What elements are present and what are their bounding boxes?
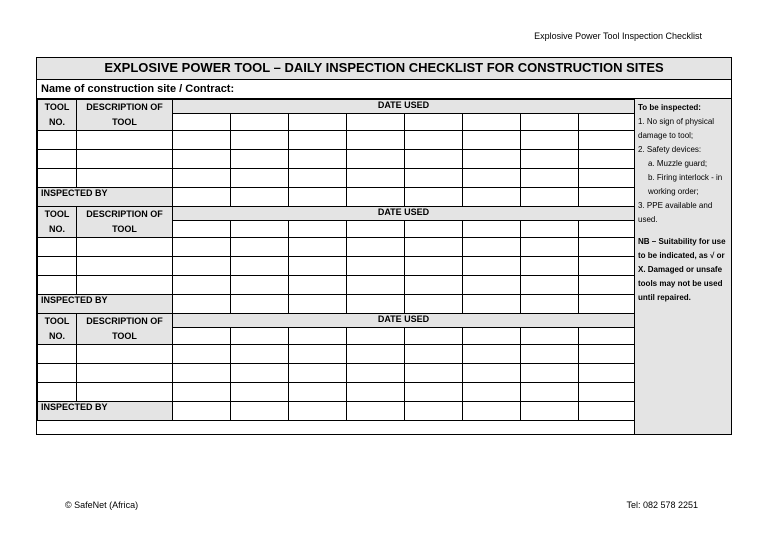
date-cell[interactable] [347,114,405,131]
inspector-signature-cell[interactable] [405,188,463,207]
check-cell[interactable] [463,169,521,188]
check-cell[interactable] [231,383,289,402]
date-cell[interactable] [289,221,347,238]
check-cell[interactable] [289,257,347,276]
check-cell[interactable] [173,131,231,150]
check-cell[interactable] [463,383,521,402]
description-header: DESCRIPTION OF TOOL [77,314,173,345]
date-cell[interactable] [521,221,579,238]
table-row [38,257,635,276]
check-cell[interactable] [231,257,289,276]
table-row [38,276,635,295]
check-cell[interactable] [521,238,579,257]
inspection-grid [37,99,635,421]
check-cell[interactable] [173,257,231,276]
check-cell[interactable] [347,345,405,364]
check-cell[interactable] [579,345,635,364]
description-cell[interactable] [77,150,173,169]
inspector-signature-cell[interactable] [463,188,521,207]
inspector-signature-cell[interactable] [579,295,635,314]
check-cell[interactable] [405,238,463,257]
inspector-signature-cell[interactable] [347,295,405,314]
check-cell[interactable] [579,257,635,276]
inspector-signature-cell[interactable] [521,295,579,314]
check-cell[interactable] [347,383,405,402]
date-cell[interactable] [173,114,231,131]
check-cell[interactable] [173,345,231,364]
tool-no-cell[interactable] [38,276,77,295]
inspected-by-label: INSPECTED BY [38,402,173,421]
inspected-by-label: INSPECTED BY [38,295,173,314]
check-cell[interactable] [173,276,231,295]
check-cell[interactable] [521,131,579,150]
check-cell[interactable] [347,238,405,257]
note-item-3: 3. PPE available and used. [638,201,713,224]
check-cell[interactable] [231,364,289,383]
tool-no-cell[interactable] [38,257,77,276]
check-cell[interactable] [463,131,521,150]
check-cell[interactable] [289,150,347,169]
check-cell[interactable] [579,169,635,188]
check-cell[interactable] [231,131,289,150]
check-cell[interactable] [579,131,635,150]
note-item-1: 1. No sign of physical damage to tool; [638,117,715,140]
check-cell[interactable] [579,150,635,169]
check-cell[interactable] [521,364,579,383]
date-used-header: DATE USED [173,314,635,328]
inspection-sheet [36,57,732,435]
check-cell[interactable] [405,169,463,188]
checklist-title: EXPLOSIVE POWER TOOL – DAILY INSPECTION CHECKLIST FOR CONSTRUCTION SITES [37,58,731,80]
inspector-signature-cell[interactable] [405,295,463,314]
inspector-signature-cell[interactable] [405,402,463,421]
date-cell[interactable] [405,114,463,131]
check-cell[interactable] [289,383,347,402]
date-cell[interactable] [231,114,289,131]
nb-note: NB – Suitability for use to be indicated, as √ or X. Damaged or unsafe tools may not be used until repaired. [638,237,726,302]
check-cell[interactable] [579,364,635,383]
inspector-signature-cell[interactable] [173,188,231,207]
inspector-signature-cell[interactable] [289,402,347,421]
inspector-signature-cell[interactable] [231,295,289,314]
check-cell[interactable] [521,150,579,169]
tool-no-header: TOOL NO. [38,207,77,238]
check-cell[interactable] [463,364,521,383]
date-cell[interactable] [579,114,635,131]
inspector-signature-cell[interactable] [289,295,347,314]
check-cell[interactable] [231,150,289,169]
tool-no-cell[interactable] [38,345,77,364]
inspection-notes-panel [634,99,731,434]
date-cell[interactable] [289,328,347,345]
check-cell[interactable] [173,364,231,383]
date-used-header: DATE USED [173,100,635,114]
check-cell[interactable] [521,345,579,364]
check-cell[interactable] [289,345,347,364]
table-row [38,169,635,188]
check-cell[interactable] [347,364,405,383]
tool-no-cell[interactable] [38,238,77,257]
date-cell[interactable] [231,328,289,345]
date-cell[interactable] [463,114,521,131]
tool-no-header: TOOL NO. [38,314,77,345]
notes-heading: To be inspected: [638,103,701,112]
date-cell[interactable] [173,221,231,238]
inspector-signature-cell[interactable] [463,402,521,421]
date-cell[interactable] [173,328,231,345]
date-cell[interactable] [521,328,579,345]
inspector-signature-cell[interactable] [463,295,521,314]
check-cell[interactable] [173,238,231,257]
note-item-2: 2. Safety devices: [638,145,702,154]
date-cell[interactable] [463,221,521,238]
check-cell[interactable] [463,150,521,169]
check-cell[interactable] [231,276,289,295]
description-cell[interactable] [77,276,173,295]
inspector-signature-cell[interactable] [289,188,347,207]
check-cell[interactable] [347,131,405,150]
inspector-signature-cell[interactable] [347,402,405,421]
inspector-signature-cell[interactable] [579,188,635,207]
check-cell[interactable] [347,150,405,169]
check-cell[interactable] [405,383,463,402]
check-cell[interactable] [347,257,405,276]
inspector-signature-cell[interactable] [521,188,579,207]
inspector-signature-cell[interactable] [579,402,635,421]
date-cell[interactable] [579,221,635,238]
table-row [38,238,635,257]
table-row [38,383,635,402]
note-item-2b: b. Firing interlock - in working order; [648,173,723,196]
check-cell[interactable] [521,169,579,188]
inspector-signature-cell[interactable] [173,295,231,314]
check-cell[interactable] [347,169,405,188]
check-cell[interactable] [521,276,579,295]
check-cell[interactable] [521,383,579,402]
check-cell[interactable] [289,169,347,188]
description-cell[interactable] [77,131,173,150]
inspected-by-label: INSPECTED BY [38,188,173,207]
check-cell[interactable] [579,276,635,295]
date-cell[interactable] [231,221,289,238]
tool-no-cell[interactable] [38,383,77,402]
check-cell[interactable] [231,169,289,188]
check-cell[interactable] [347,276,405,295]
date-cell[interactable] [347,221,405,238]
check-cell[interactable] [405,131,463,150]
description-cell[interactable] [77,169,173,188]
check-cell[interactable] [231,238,289,257]
table-row [38,364,635,383]
check-cell[interactable] [289,238,347,257]
date-cell[interactable] [347,328,405,345]
description-cell[interactable] [77,383,173,402]
check-cell[interactable] [463,276,521,295]
inspector-signature-cell[interactable] [231,402,289,421]
footer-phone: Tel: 082 578 2251 [626,500,698,510]
tool-no-cell[interactable] [38,169,77,188]
tool-no-cell[interactable] [38,131,77,150]
check-cell[interactable] [173,150,231,169]
table-row [38,131,635,150]
tool-no-header: TOOL NO. [38,100,77,131]
date-cell[interactable] [579,328,635,345]
table-row [38,150,635,169]
page-header: Explosive Power Tool Inspection Checklist [534,31,702,41]
check-cell[interactable] [463,238,521,257]
date-cell[interactable] [521,114,579,131]
check-cell[interactable] [405,257,463,276]
check-cell[interactable] [405,150,463,169]
check-cell[interactable] [521,257,579,276]
note-item-2a: a. Muzzle guard; [648,159,708,168]
date-used-header: DATE USED [173,207,635,221]
check-cell[interactable] [405,364,463,383]
check-cell[interactable] [579,238,635,257]
check-cell[interactable] [463,257,521,276]
footer-copyright: © SafeNet (Africa) [65,500,139,510]
check-cell[interactable] [405,276,463,295]
check-cell[interactable] [173,383,231,402]
date-cell[interactable] [405,221,463,238]
inspector-signature-cell[interactable] [231,188,289,207]
date-cell[interactable] [289,114,347,131]
inspector-signature-cell[interactable] [347,188,405,207]
description-header: DESCRIPTION OF TOOL [77,100,173,131]
check-cell[interactable] [289,364,347,383]
description-cell[interactable] [77,364,173,383]
inspector-signature-cell[interactable] [173,402,231,421]
table-row [38,345,635,364]
tool-no-cell[interactable] [38,150,77,169]
check-cell[interactable] [405,345,463,364]
inspector-signature-cell[interactable] [521,402,579,421]
date-cell[interactable] [463,328,521,345]
date-cell[interactable] [405,328,463,345]
check-cell[interactable] [231,345,289,364]
description-cell[interactable] [77,345,173,364]
check-cell[interactable] [173,169,231,188]
check-cell[interactable] [579,383,635,402]
description-cell[interactable] [77,257,173,276]
description-header: DESCRIPTION OF TOOL [77,207,173,238]
check-cell[interactable] [289,131,347,150]
description-cell[interactable] [77,238,173,257]
site-contract-field[interactable]: Name of construction site / Contract: [37,79,731,99]
check-cell[interactable] [463,345,521,364]
check-cell[interactable] [289,276,347,295]
tool-no-cell[interactable] [38,364,77,383]
